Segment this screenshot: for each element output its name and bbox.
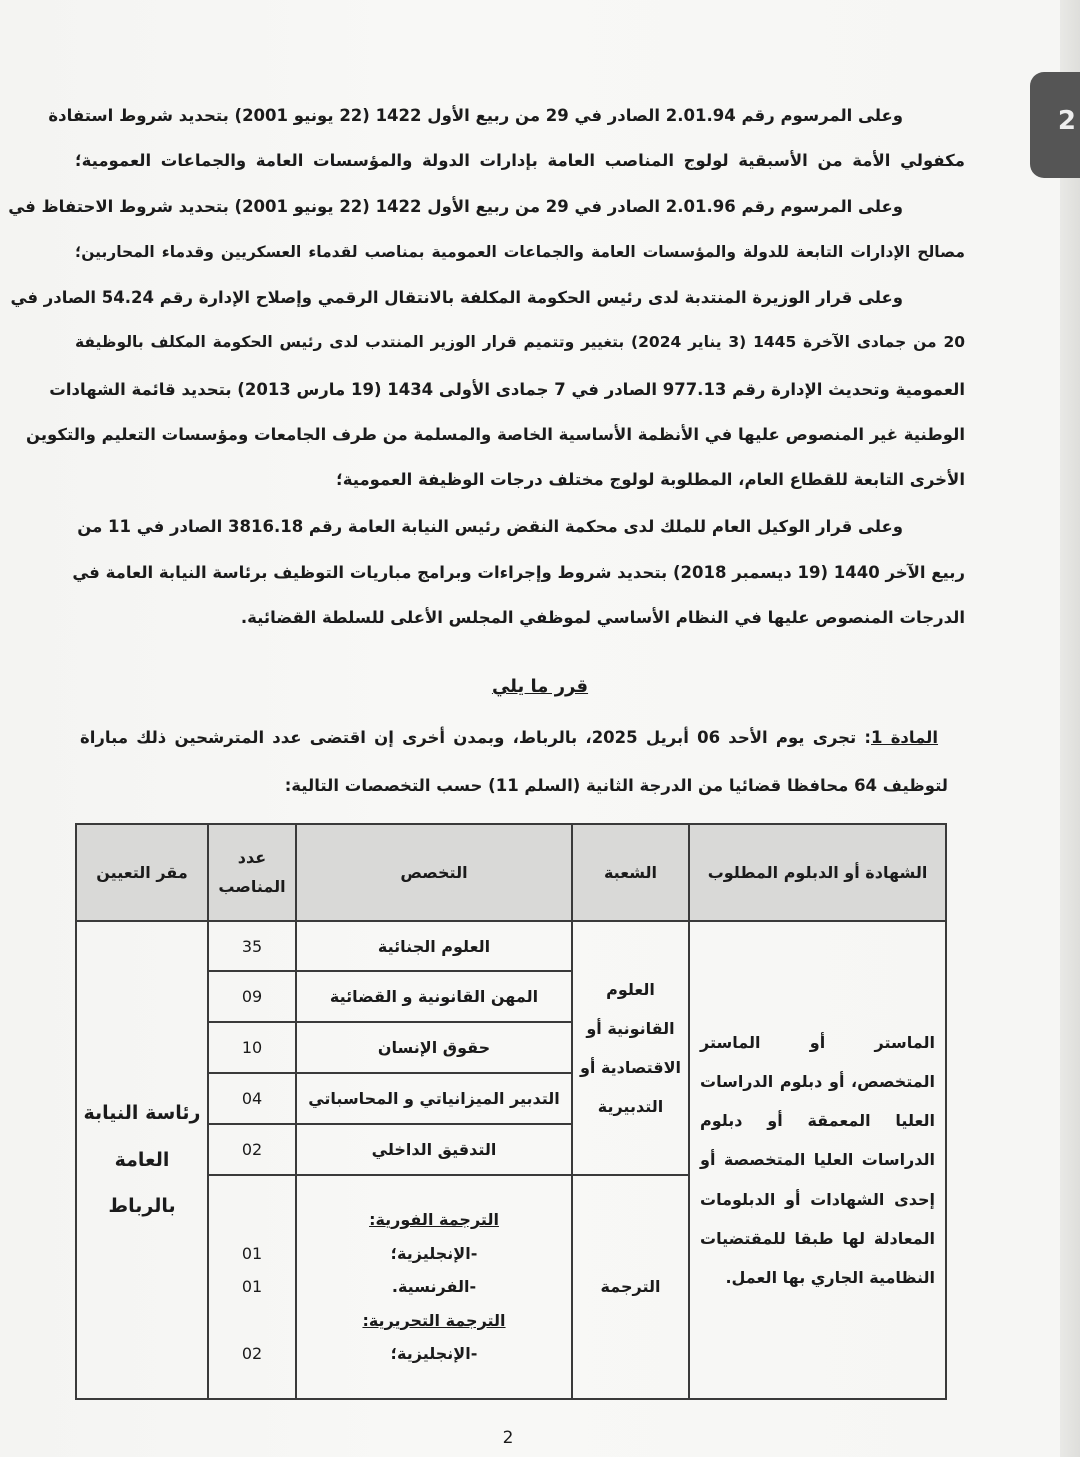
header-posts-line2: المناصب xyxy=(218,876,286,896)
para3-line1: وعلى قرار الوزيرة المنتدبة لدى رئيس الحكومة المكلفة بالانتقال الرقمي وإصلاح الإدارة رقم 54.24 الصادر في xyxy=(10,288,903,307)
para1-line1: وعلى المرسوم رقم 2.01.94 الصادر في 29 من ربيع الأول 1422 (22 يونيو 2001) بتحديد شروط استفادة xyxy=(48,106,903,125)
posts-cell: 35 xyxy=(208,921,296,971)
table-row xyxy=(76,921,946,971)
page-number: 2 xyxy=(502,1428,514,1448)
translation-posts-cell xyxy=(208,1175,296,1399)
header-branch: الشعبة xyxy=(572,824,689,921)
para3-line3: العمومية وتحديث الإدارة رقم 977.13 الصادر في 7 جمادى الأولى 1434 (19 مارس 2013) بتحديد قائمة الشهادات xyxy=(49,380,965,399)
specialty-cell: المهن القانونية و القضائية xyxy=(296,971,572,1022)
article1-label: المادة 1 xyxy=(871,728,939,747)
para2-line1: وعلى المرسوم رقم 2.01.96 الصادر في 29 من ربيع الأول 1422 (22 يونيو 2001) بتحديد شروط الاحتفاظ في xyxy=(8,197,903,216)
branch-law-cell: العلوم القانونية أو الاقتصادية أو التدبيرية xyxy=(572,921,689,1175)
para3-line4: الوطنية غير المنصوص عليها في الأنظمة الأساسية الخاصة والمسلمة من طرف الجامعات ومؤسسات التعليم والتكوين xyxy=(26,425,965,444)
posts-cell: 04 xyxy=(208,1073,296,1124)
header-specialty: التخصص xyxy=(296,824,572,921)
decision-heading: قرر ما يلي xyxy=(491,676,589,697)
specialty-cell: حقوق الإنسان xyxy=(296,1022,572,1073)
para1-line2: مكفولي الأمة من الأسبقية لولوج المناصب العامة بإدارات الدولة والمؤسسات العامة والجماعات العمومية؛ xyxy=(75,151,965,170)
side-tab-char: 2 xyxy=(1057,106,1076,136)
article1-line1 xyxy=(80,728,938,748)
para4-line3: الدرجات المنصوص عليها في النظام الأساسي لموظفي المجلس الأعلى للسلطة القضائية. xyxy=(240,608,965,627)
specialty-cell: العلوم الجنائية xyxy=(296,921,572,971)
header-posts xyxy=(208,824,296,921)
para3-line5: الأخرى التابعة للقطاع العام، المطلوبة لولوج مختلف درجات الوظيفة العمومية؛ xyxy=(336,470,965,489)
branch-translation-cell: الترجمة xyxy=(572,1175,689,1399)
written-translation-title: الترجمة التحريرية: xyxy=(362,1310,506,1330)
header-posts-line1: عدد xyxy=(237,847,267,867)
specialty-cell: التدبير الميزانياتي و المحاسباتي xyxy=(296,1073,572,1124)
seat-cell: رئاسة النيابة العامة بالرباط xyxy=(76,921,208,1399)
header-seat: مقر التعيين xyxy=(76,824,208,921)
para2-line2: مصالح الإدارات التابعة للدولة والمؤسسات العامة والجماعات العمومية بمناصب لقدماء العسكريين وقدماء المحاربين؛ xyxy=(75,243,965,261)
para3-line2: 20 من جمادى الآخرة 1445 (3 يناير 2024) بتغيير وتتميم قرار الوزير المنتدب لدى رئيس الحكومة المكلف بالوظيفة xyxy=(75,333,966,351)
table-header-row xyxy=(76,824,946,921)
posts-written-english: 02 xyxy=(241,1343,263,1363)
header-diploma: الشهادة أو الدبلوم المطلوب xyxy=(689,824,946,921)
article1-line2: لتوظيف 64 محافظا قضائيا من الدرجة الثانية (السلم 11) حسب التخصصات التالية: xyxy=(284,776,948,795)
para4-line2: ربيع الآخر 1440 (19 ديسمبر 2018) بتحديد شروط وإجراءات وبرامج مباريات التوظيف برئاسة النيابة العامة في xyxy=(72,563,965,582)
positions-table xyxy=(75,823,947,1400)
posts-oral-french: 01 xyxy=(241,1277,263,1297)
posts-cell: 02 xyxy=(208,1124,296,1175)
oral-french: -الفرنسية. xyxy=(391,1277,477,1297)
specialty-cell: التدقيق الداخلي xyxy=(296,1124,572,1175)
posts-cell: 10 xyxy=(208,1022,296,1073)
posts-oral-english: 01 xyxy=(241,1243,263,1263)
side-tab xyxy=(1030,72,1080,178)
oral-english: -الإنجليزية؛ xyxy=(390,1243,478,1263)
diploma-cell: الماستر أو الماستر المتخصص، أو دبلوم الدراسات العليا المعمقة أو دبلوم الدراسات العليا المتخصصة أو إحدى الشهادات أو الدبلومات المعادلة لها طبقا للمقتضيات النظامية الجاري بها العمل. xyxy=(689,921,946,1399)
page-edge xyxy=(1057,0,1080,1457)
posts-cell: 09 xyxy=(208,971,296,1022)
written-english: -الإنجليزية؛ xyxy=(390,1344,478,1364)
para4-line1: وعلى قرار الوكيل العام للملك لدى محكمة النقض رئيس النيابة العامة رقم 3816.18 الصادر في 11 من xyxy=(77,517,903,536)
article1-text: : تجرى يوم الأحد 06 أبريل 2025، بالرباط، وبمدن أخرى إن اقتضى عدد المترشحين ذلك مباراة xyxy=(80,728,871,747)
oral-translation-title: الترجمة الفورية: xyxy=(369,1210,499,1230)
translation-specialty-cell xyxy=(296,1175,572,1399)
